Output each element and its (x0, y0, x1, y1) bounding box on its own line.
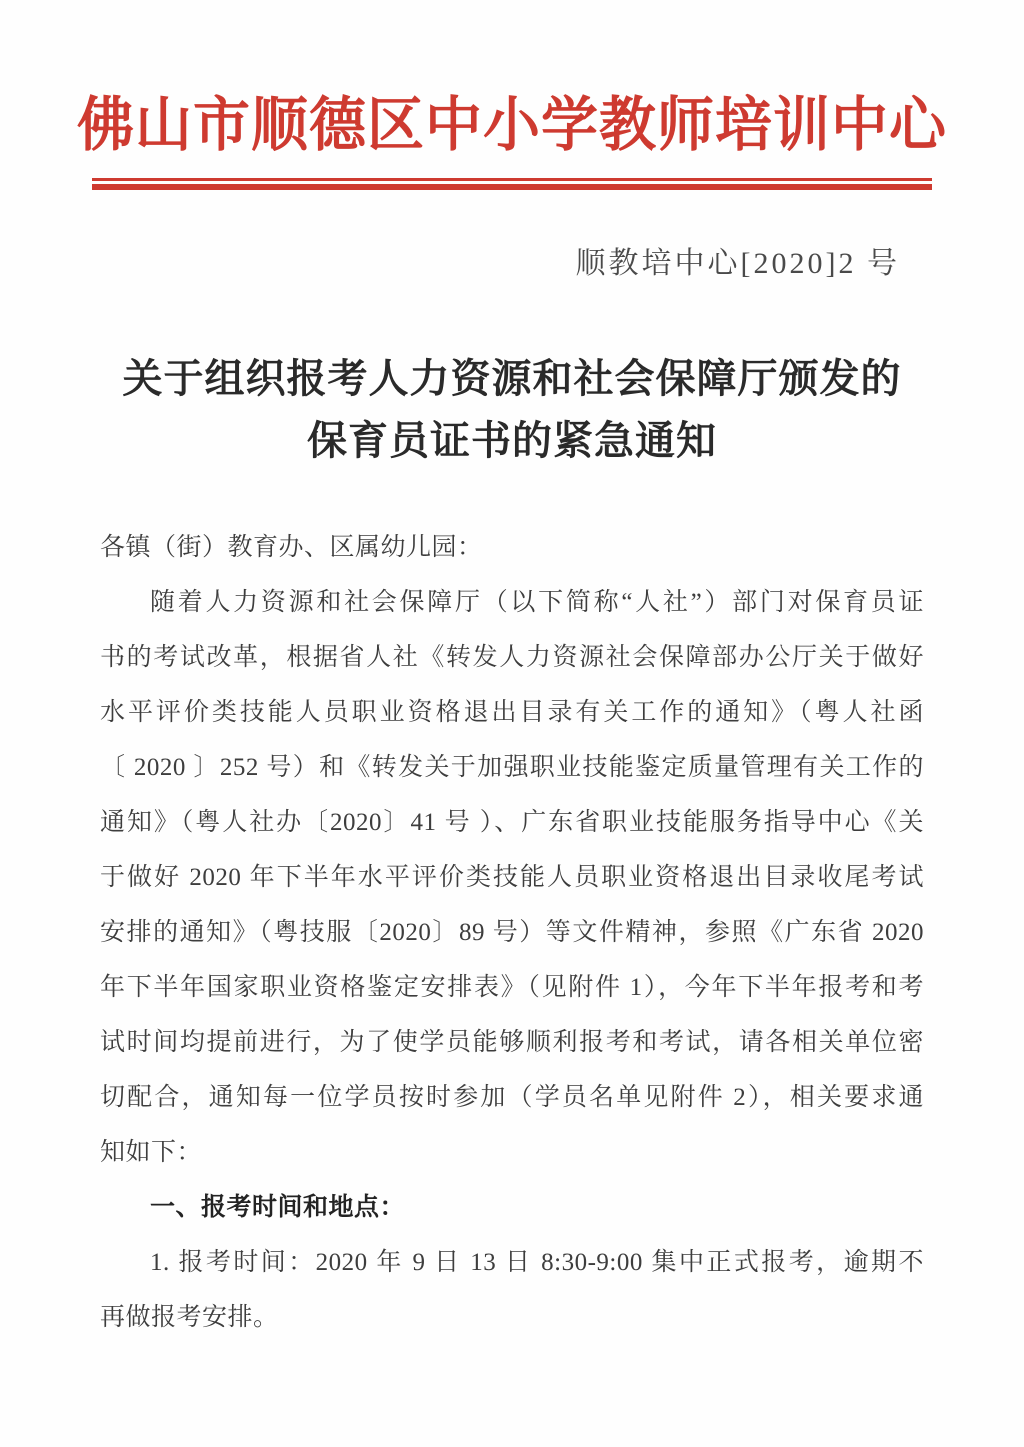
title-line-2: 保育员证书的紧急通知 (307, 419, 717, 463)
body-line: 〔 2020 〕252 号）和《转发关于加强职业技能鉴定质量管理有关工作的 (100, 754, 924, 781)
doc-number: 顺教培中心[2020]2 号 (575, 247, 900, 280)
body-line: 知如下： (100, 1139, 203, 1166)
letterhead (0, 92, 1024, 190)
body-line: 水平评价类技能人员职业资格退出目录有关工作的通知》（粤人社函 (100, 699, 924, 726)
body-line: 于做好 2020 年下半年水平评价类技能人员职业资格退出目录收尾考试 (100, 864, 924, 891)
body-line: 切配合，通知每一位学员按时参加（学员名单见附件 2），相关要求通 (100, 1084, 924, 1111)
body-line: 安排的通知》（粤技服〔2020〕89 号）等文件精神，参照《广东省 2020 (100, 919, 924, 946)
letterhead-divider (92, 178, 932, 190)
body-line: 试时间均提前进行，为了使学员能够顺利报考和考试，请各相关单位密 (100, 1029, 924, 1056)
title-line-1: 关于组织报考人力资源和社会保障厅颁发的 (122, 357, 902, 401)
body-line: 通知》（粤人社办〔2020〕41 号 ）、广东省职业技能服务指导中心《关 (100, 809, 924, 836)
salutation-line: 各镇（街）教育办、区属幼儿园： (100, 534, 483, 561)
body-text (100, 520, 924, 1345)
body-line: 书的考试改革，根据省人社《转发人力资源社会保障部办公厅关于做好 (100, 644, 924, 671)
body-line: 1. 报考时间：2020 年 9 日 13 日 8:30-9:00 集中正式报考，逾期不 (150, 1249, 924, 1276)
body-line: 随着人力资源和社会保障厅（以下简称“人社”）部门对保育员证 (150, 589, 924, 616)
org-name-header: 佛山市顺德区中小学教师培训中心 (77, 91, 947, 159)
divider-thick-line (92, 184, 932, 190)
body-line: 年下半年国家职业资格鉴定安排表》（见附件 1），今年下半年报考和考 (100, 974, 924, 1001)
section-heading: 一、报考时间和地点： (150, 1194, 406, 1221)
body-line: 再做报考安排。 (100, 1304, 279, 1331)
document-title (0, 348, 1024, 472)
